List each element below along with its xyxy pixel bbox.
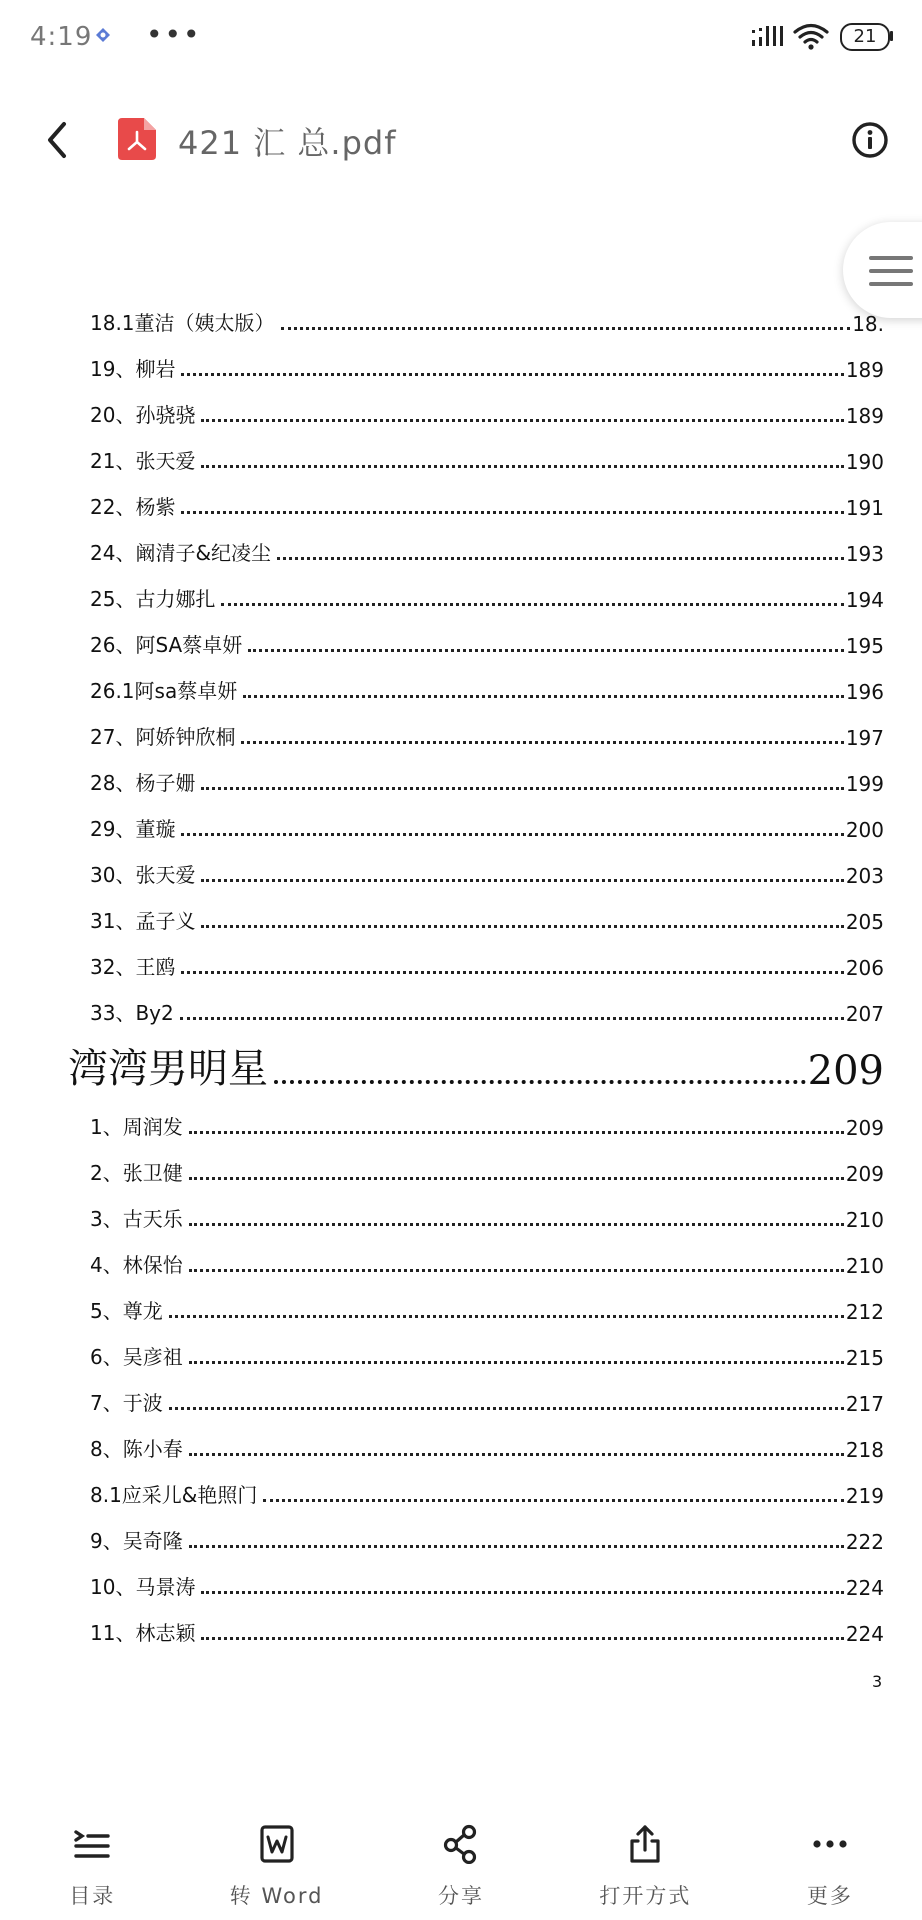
toc-entry-label: 22、杨紫: [90, 495, 176, 519]
toc-list-actors: [90, 1094, 884, 1646]
toc-entry-label: 19、柳岩: [90, 357, 176, 381]
toc-entry-label: 33、By2: [90, 1001, 174, 1025]
toc-leader-dots: [169, 1407, 844, 1410]
toc-entry-page: 193: [845, 542, 884, 566]
toolbar-more-button[interactable]: [738, 1800, 922, 1920]
toc-entry[interactable]: [90, 1508, 884, 1554]
toc-leader-dots: [180, 1017, 844, 1020]
toolbar-label: 目录: [69, 1884, 116, 1908]
toc-entry-label: 26、阿SA蔡卓妍: [90, 633, 243, 657]
app-notification-icon: [95, 27, 111, 43]
toc-entry[interactable]: [90, 1600, 884, 1646]
toc-leader-dots: [181, 373, 843, 376]
toolbar-label: 更多: [806, 1884, 853, 1908]
toc-entry[interactable]: [90, 704, 884, 750]
more-notifications-icon: •••: [146, 18, 202, 51]
toc-entry-page: 209: [845, 1116, 884, 1140]
toc-entry[interactable]: [90, 796, 884, 842]
toc-entry-page: 190: [845, 450, 884, 474]
word-icon: [257, 1824, 297, 1864]
toc-leader-dots: [181, 833, 843, 836]
toc-entry-page: 197: [845, 726, 884, 750]
battery-tip: [890, 31, 893, 41]
toc-entry-label: 24、阚清子&纪凌尘: [90, 541, 272, 565]
toc-entry-page: 219: [845, 1484, 884, 1508]
toolbar-share-button[interactable]: [369, 1800, 553, 1920]
hamburger-icon: [869, 254, 913, 288]
toc-entry-page: 194: [845, 588, 884, 612]
toc-entry-label: 18.1董洁（姨太版）: [90, 311, 275, 335]
toc-entry-label: 25、古力娜扎: [90, 587, 216, 611]
toc-leader-dots: [281, 327, 851, 330]
toolbar-open-with-button[interactable]: [553, 1800, 737, 1920]
toc-entry[interactable]: [90, 1278, 884, 1324]
toc-entry-label: 1、周润发: [90, 1115, 183, 1139]
pdf-page-content: [68, 290, 884, 1646]
toc-leader-dots: [189, 1131, 844, 1134]
toc-entry-label: 7、于波: [90, 1391, 163, 1415]
toc-entry-page: 224: [845, 1622, 884, 1646]
pdf-file-icon: [118, 118, 156, 160]
list-icon: [72, 1824, 112, 1864]
toc-entry-label: 29、董璇: [90, 817, 176, 841]
toc-entry-page: 218: [845, 1438, 884, 1462]
toc-leader-dots: [248, 649, 844, 652]
toc-entry[interactable]: [90, 1186, 884, 1232]
status-bar: [0, 0, 922, 76]
toolbar-convert-word-button[interactable]: [184, 1800, 368, 1920]
toc-leader-dots: [201, 1637, 843, 1640]
toc-entry[interactable]: [90, 520, 884, 566]
document-title: 421 汇 总.pdf: [178, 124, 397, 162]
toc-entry[interactable]: [90, 1416, 884, 1462]
toc-entry[interactable]: [90, 382, 884, 428]
toc-entry[interactable]: [90, 1140, 884, 1186]
toc-entry-page: 203: [845, 864, 884, 888]
toc-entry[interactable]: [90, 980, 884, 1026]
toolbar-label: 转 Word: [229, 1884, 324, 1908]
toc-entry-label: 11、林志颖: [90, 1621, 196, 1645]
toc-section-page: 209: [807, 1048, 884, 1094]
toc-entry-label: 9、吴奇隆: [90, 1529, 183, 1553]
toc-leader-dots: [201, 787, 843, 790]
toc-entry[interactable]: [90, 336, 884, 382]
toc-entry[interactable]: [90, 566, 884, 612]
toc-leader-dots: [189, 1545, 844, 1548]
toc-entry[interactable]: [90, 1462, 884, 1508]
toc-entry-label: 10、马景涛: [90, 1575, 196, 1599]
toc-entry[interactable]: [90, 474, 884, 520]
toc-entry[interactable]: [90, 1324, 884, 1370]
toc-entry-page: 222: [845, 1530, 884, 1554]
toc-entry-page: 206: [845, 956, 884, 980]
toc-entry-page: 210: [845, 1254, 884, 1278]
toc-entry-label: 30、张天爱: [90, 863, 196, 887]
toc-entry-page: 217: [845, 1392, 884, 1416]
toc-entry[interactable]: [90, 290, 884, 336]
toc-leader-dots: [189, 1361, 844, 1364]
toc-leader-dots: [201, 419, 843, 422]
toc-leader-dots: [221, 603, 843, 606]
info-icon[interactable]: [850, 120, 890, 160]
status-time: 4:19: [30, 22, 93, 52]
toc-entry[interactable]: [90, 888, 884, 934]
wifi-icon: [792, 22, 830, 50]
bottom-toolbar: [0, 1800, 922, 1920]
toc-leader-dots: [243, 695, 844, 698]
toc-entry-label: 27、阿娇钟欣桐: [90, 725, 236, 749]
toc-entry-label: 28、杨子姗: [90, 771, 196, 795]
toc-entry-page: 199: [845, 772, 884, 796]
toc-entry-label: 2、张卫健: [90, 1161, 183, 1185]
toc-leader-dots: [189, 1269, 844, 1272]
toc-entry-page: 215: [845, 1346, 884, 1370]
toc-entry-label: 8.1应采儿&艳照门: [90, 1483, 258, 1507]
toc-leader-dots: [241, 741, 843, 744]
toc-leader-dots: [169, 1315, 844, 1318]
toc-entry-page: 210: [845, 1208, 884, 1232]
toc-entry-label: 4、林保怡: [90, 1253, 183, 1277]
toc-leader-dots: [189, 1223, 844, 1226]
toc-entry-label: 8、陈小春: [90, 1437, 183, 1461]
toc-entry-page: 209: [845, 1162, 884, 1186]
toc-entry-label: 31、孟子义: [90, 909, 196, 933]
toc-entry[interactable]: [90, 842, 884, 888]
toolbar-outline-button[interactable]: [0, 1800, 184, 1920]
battery-indicator: 21: [840, 23, 890, 51]
toc-leader-dots: [274, 1080, 806, 1084]
toc-entry[interactable]: [90, 1554, 884, 1600]
toc-leader-dots: [201, 465, 843, 468]
toc-leader-dots: [181, 971, 843, 974]
toc-leader-dots: [277, 557, 844, 560]
toc-entry-page: 189: [845, 404, 884, 428]
toc-leader-dots: [201, 925, 843, 928]
toc-entry-page: 200: [845, 818, 884, 842]
toc-entry[interactable]: [90, 1232, 884, 1278]
toc-entry[interactable]: [90, 428, 884, 474]
toc-entry-page: 207: [845, 1002, 884, 1026]
toc-entry-page: 191: [845, 496, 884, 520]
toc-leader-dots: [189, 1177, 844, 1180]
toc-section-heading: [68, 1026, 884, 1094]
toc-entry[interactable]: [90, 934, 884, 980]
toc-entry[interactable]: [90, 658, 884, 704]
open-with-icon: [625, 1824, 665, 1864]
toc-leader-dots: [201, 1591, 843, 1594]
toc-entry[interactable]: [90, 612, 884, 658]
page-number: 3: [872, 1672, 883, 1691]
toc-leader-dots: [189, 1453, 844, 1456]
toc-entry-label: 6、吴彦祖: [90, 1345, 183, 1369]
signal-icon: [752, 26, 786, 46]
toc-entry[interactable]: [90, 1370, 884, 1416]
toc-entry-label: 3、古天乐: [90, 1207, 183, 1231]
app-header: [0, 98, 922, 182]
toc-entry-label: 5、尊龙: [90, 1299, 163, 1323]
more-icon: [810, 1824, 850, 1864]
toc-entry-page: 205: [845, 910, 884, 934]
toolbar-label: 分享: [438, 1884, 485, 1908]
toc-leader-dots: [181, 511, 843, 514]
toc-entry-label: 21、张天爱: [90, 449, 196, 473]
toc-entry-label: 32、王鸥: [90, 955, 176, 979]
toc-entry-label: 26.1阿sa蔡卓妍: [90, 679, 238, 703]
toolbar-label: 打开方式: [599, 1884, 692, 1908]
toc-entry-page: 195: [845, 634, 884, 658]
toc-list-actresses: [90, 290, 884, 1026]
toc-entry-page: 224: [845, 1576, 884, 1600]
toc-leader-dots: [201, 879, 843, 882]
toc-section-label: 湾湾男明星: [68, 1046, 268, 1092]
toc-entry-page: 196: [845, 680, 884, 704]
toc-entry-page: 189: [845, 358, 884, 382]
toc-leader-dots: [263, 1499, 843, 1502]
share-icon: [441, 1824, 481, 1864]
toc-entry-page: 18.: [852, 312, 884, 336]
toc-entry[interactable]: [90, 750, 884, 796]
toc-entry-page: 212: [845, 1300, 884, 1324]
toc-entry[interactable]: [90, 1094, 884, 1140]
back-arrow-icon[interactable]: [38, 118, 78, 162]
toc-entry-label: 20、孙骁骁: [90, 403, 196, 427]
